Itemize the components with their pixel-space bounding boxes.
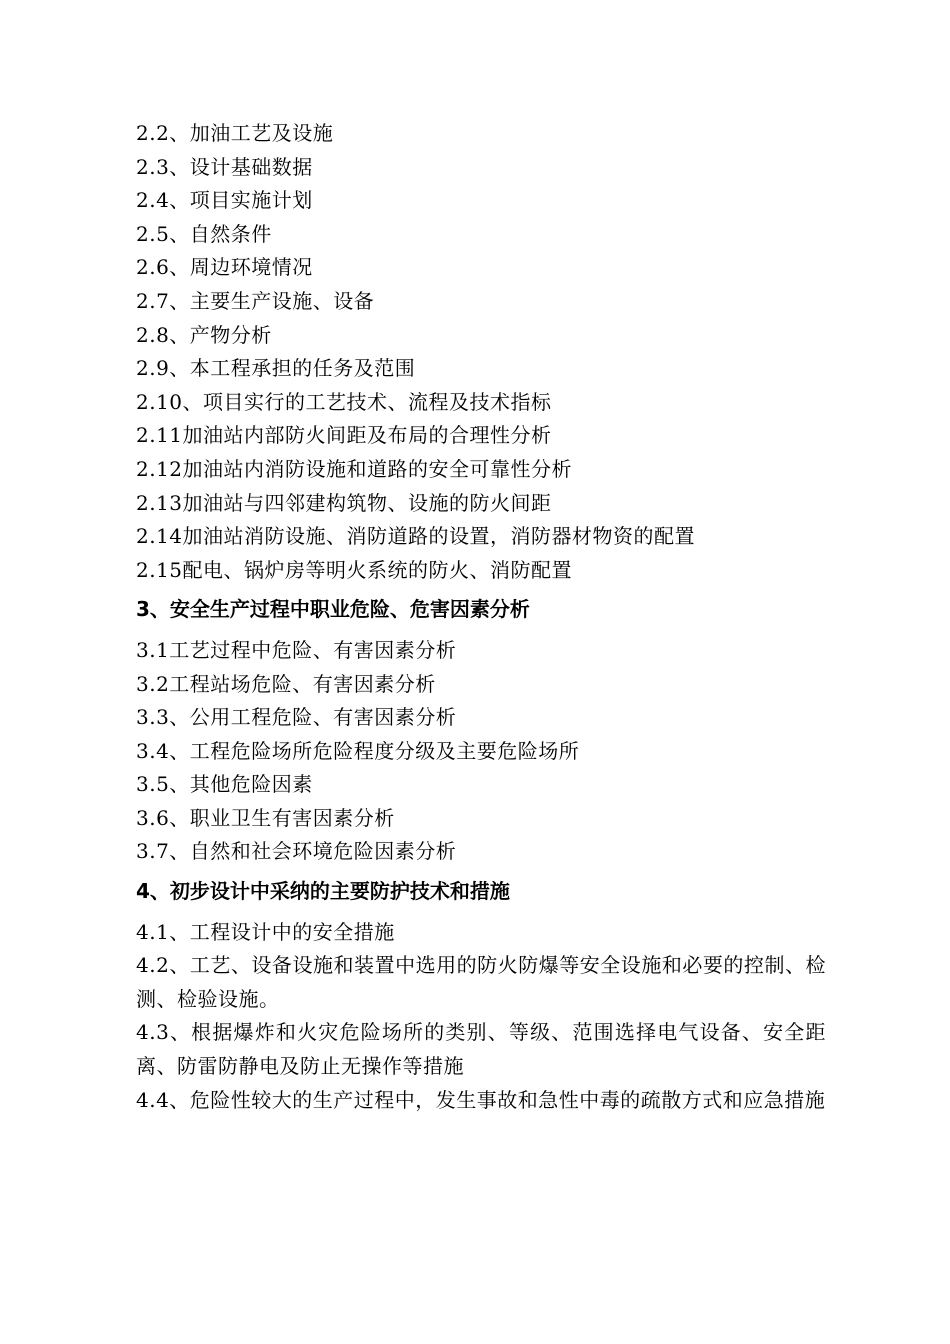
toc-item-2-2: 2.2、加油工艺及设施 — [136, 121, 334, 145]
section-3-heading: 3、安全生产过程中职业危险、危害因素分析 — [136, 597, 530, 622]
toc-item-3-4: 3.4、工程危险场所危险程度分级及主要危险场所 — [136, 738, 580, 763]
toc-item-2-13: 2.13加油站与四邻建构筑物、设施的防火间距 — [136, 490, 552, 515]
toc-item-4-2: 4.2、工艺、设备设施和装置中选用的防火防爆等安全设施和必要的控制、检测、检验设施。 — [136, 953, 826, 1011]
toc-item-2-4: 2.4、项目实施计划 — [136, 188, 313, 213]
toc-item-2-8: 2.8、产物分析 — [136, 322, 272, 347]
toc-item-2-9: 2.9、本工程承担的任务及范围 — [136, 356, 416, 381]
section-4-heading: 4、初步设计中采纳的主要防护技术和措施 — [136, 879, 510, 904]
document-page — [136, 117, 826, 1117]
toc-item-3-7: 3.7、自然和社会环境危险因素分析 — [136, 839, 457, 864]
toc-item-2-11: 2.11加油站内部防火间距及布局的合理性分析 — [136, 423, 552, 448]
toc-item-2-14: 2.14加油站消防设施、消防道路的设置，消防器材物资的配置 — [136, 524, 696, 549]
toc-item-4-4: 4.4、危险性较大的生产过程中，发生事故和急性中毒的疏散方式和应急措施 — [136, 1087, 826, 1112]
toc-item-3-5: 3.5、其他危险因素 — [136, 772, 313, 797]
toc-item-4-3: 4.3、根据爆炸和火灾危险场所的类别、等级、范围选择电气设备、安全距离、防雷防静电及防止无操作等措施 — [136, 1020, 826, 1079]
toc-item-2-10: 2.10、项目实行的工艺技术、流程及技术指标 — [136, 389, 552, 414]
toc-item-3-2: 3.2工程站场危险、有害因素分析 — [136, 671, 436, 696]
toc-item-2-6: 2.6、周边环境情况 — [136, 255, 313, 280]
toc-item-3-1: 3.1工艺过程中危险、有害因素分析 — [136, 637, 457, 662]
toc-item-3-6: 3.6、职业卫生有害因素分析 — [136, 805, 395, 830]
toc-item-2-7: 2.7、主要生产设施、设备 — [136, 288, 375, 313]
toc-item-2-3: 2.3、设计基础数据 — [136, 154, 313, 179]
toc-item-4-1: 4.1、工程设计中的安全措施 — [136, 919, 395, 944]
section-4-list — [136, 916, 826, 1118]
section-2-list — [136, 117, 826, 587]
toc-item-2-12: 2.12加油站内消防设施和道路的安全可靠性分析 — [136, 456, 573, 481]
section-3-list — [136, 634, 826, 869]
toc-item-2-5: 2.5、自然条件 — [136, 221, 272, 246]
toc-item-2-15: 2.15配电、锅炉房等明火系统的防火、消防配置 — [136, 557, 573, 582]
toc-item-3-3: 3.3、公用工程危险、有害因素分析 — [136, 705, 457, 730]
